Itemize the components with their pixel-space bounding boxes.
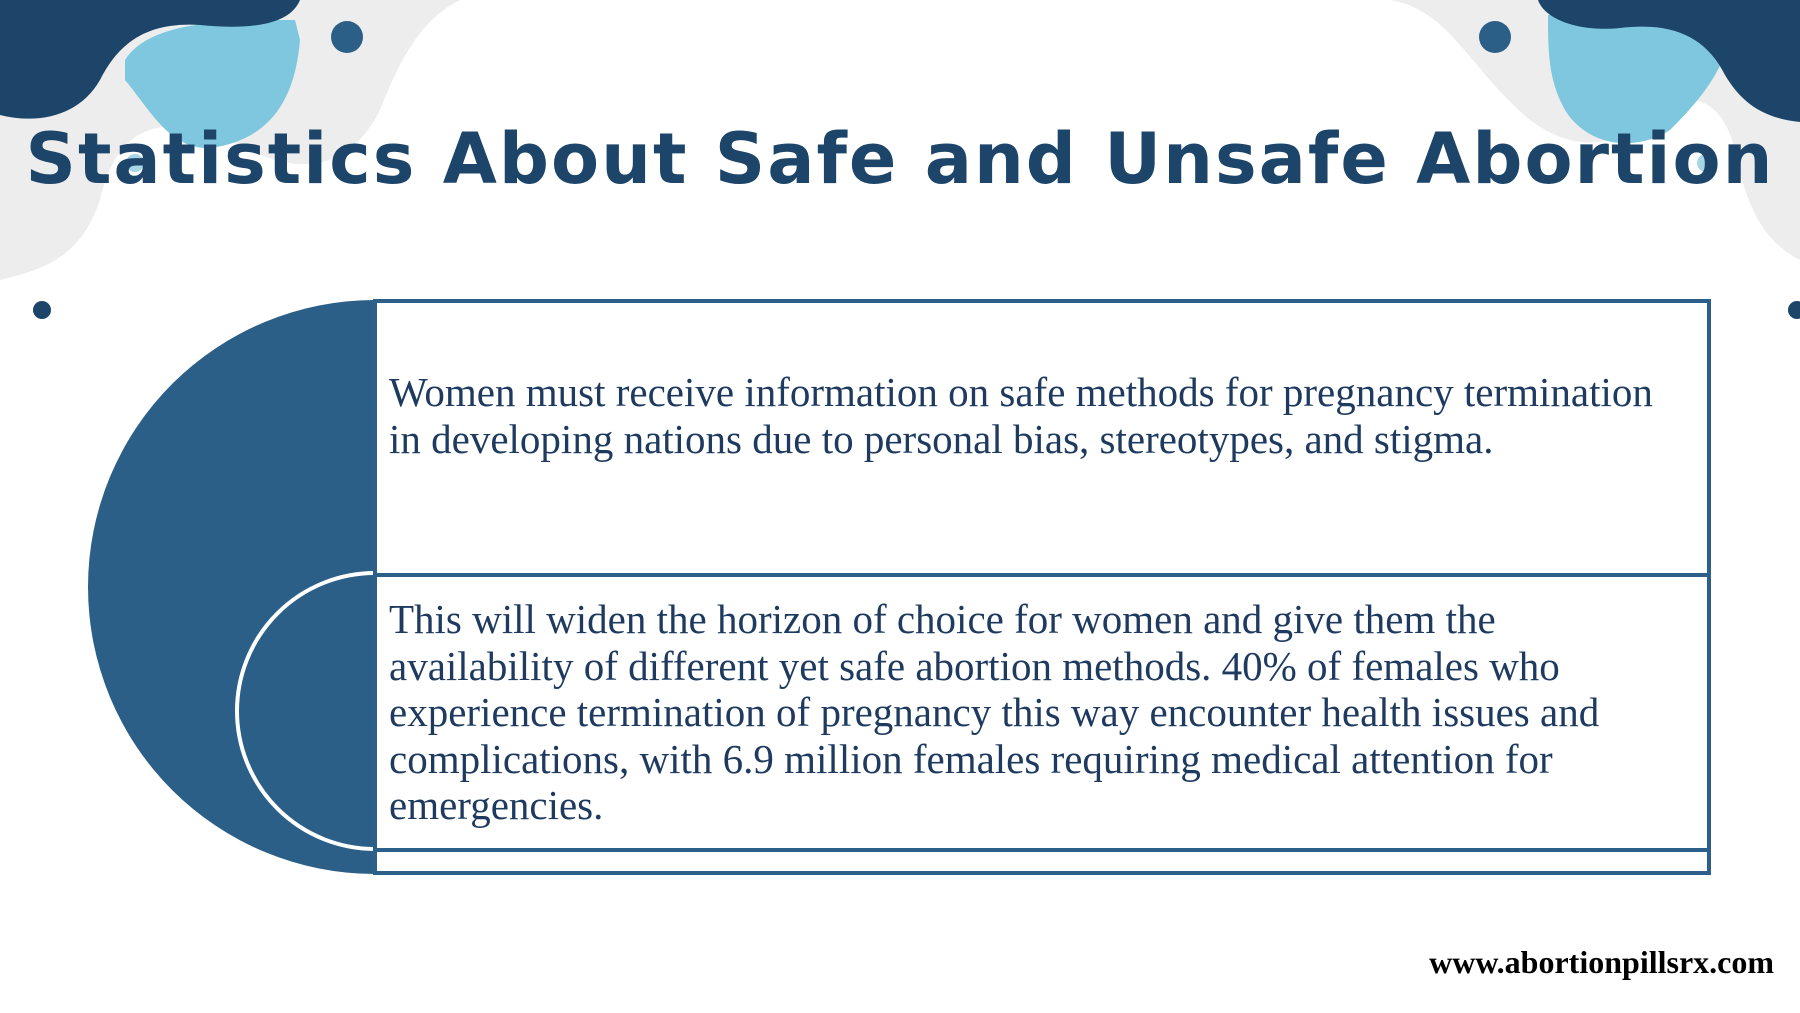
dot xyxy=(331,21,363,53)
dot xyxy=(1788,301,1800,319)
slide-title: Statistics About Safe and Unsafe Abortion xyxy=(25,118,1775,200)
divider xyxy=(377,848,1707,852)
dot xyxy=(1479,21,1511,53)
point-2: This will widen the horizon of choice for women and give them the availability of different yet safe abortion methods. 40% of females who experience termination of pregnancy this way encounter health issues and complications, with 6.9 million females requiring medical attention for emergencies. xyxy=(389,596,1600,828)
divider xyxy=(377,573,1707,577)
website-url: www.abortionpillsrx.com xyxy=(1429,944,1774,980)
dot xyxy=(33,301,51,319)
half-circle-shape xyxy=(88,300,375,874)
content-box xyxy=(373,299,1711,875)
point-1: Women must receive information on safe methods for pregnancy termination in developing nations due to personal bias, stereotypes, and stigma. xyxy=(389,369,1653,462)
